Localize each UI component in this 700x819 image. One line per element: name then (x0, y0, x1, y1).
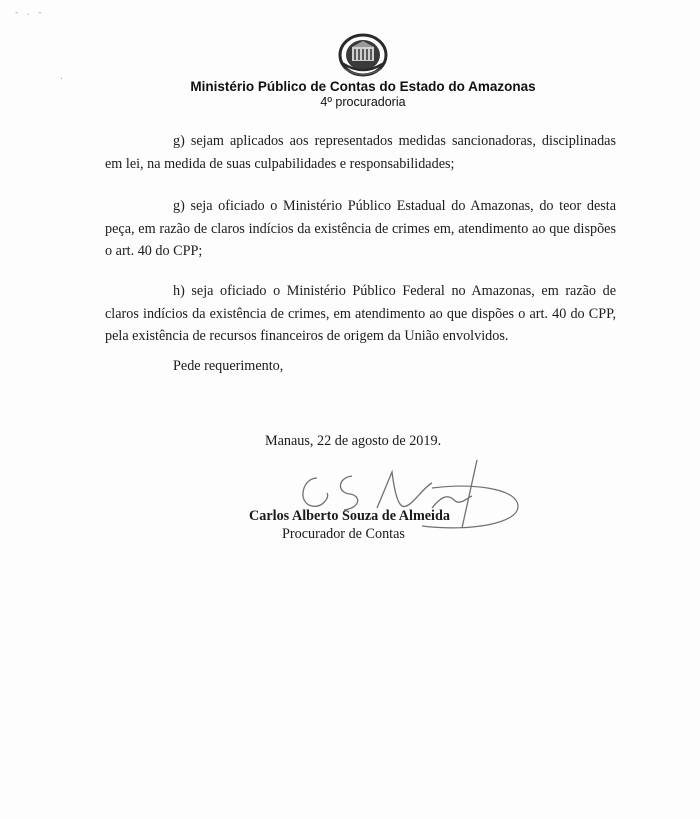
signer-name: Carlos Alberto Souza de Almeida (249, 508, 450, 524)
paragraph-g-sanctions: g) sejam aplicados aos representados medidas sancionadoras, disciplinadas em lei, na medida de suas culpabilidades e responsabilidades; (105, 133, 616, 172)
organization-header: Ministério Público de Contas do Estado do Amazonas (190, 79, 536, 94)
paragraph-g-state-prosecutor: g) seja oficiado o Ministério Público Estadual do Amazonas, do teor desta peça, em razão de claros indícios da existência de crimes em, atendimento ao que dispões o art. 40 do CPP; (105, 198, 616, 259)
unit-header: 4º procuradoria (320, 95, 406, 109)
signer-title: Procurador de Contas (282, 526, 405, 542)
place-date: Manaus, 22 de agosto de 2019. (265, 433, 442, 449)
closing-line: Pede requerimento, (173, 358, 284, 374)
scan-speck: . (60, 72, 63, 82)
paragraph-h-federal-prosecutor: h) seja oficiado o Ministério Público Federal no Amazonas, em razão de claros indícios da existência de crimes, em atendimento ao que dispões o art. 40 do CPP, pela existência de recursos financeiros de origem da União envolvidos. (105, 283, 616, 344)
scan-speck: - . - (15, 8, 42, 18)
coat-of-arms-icon (333, 33, 393, 81)
